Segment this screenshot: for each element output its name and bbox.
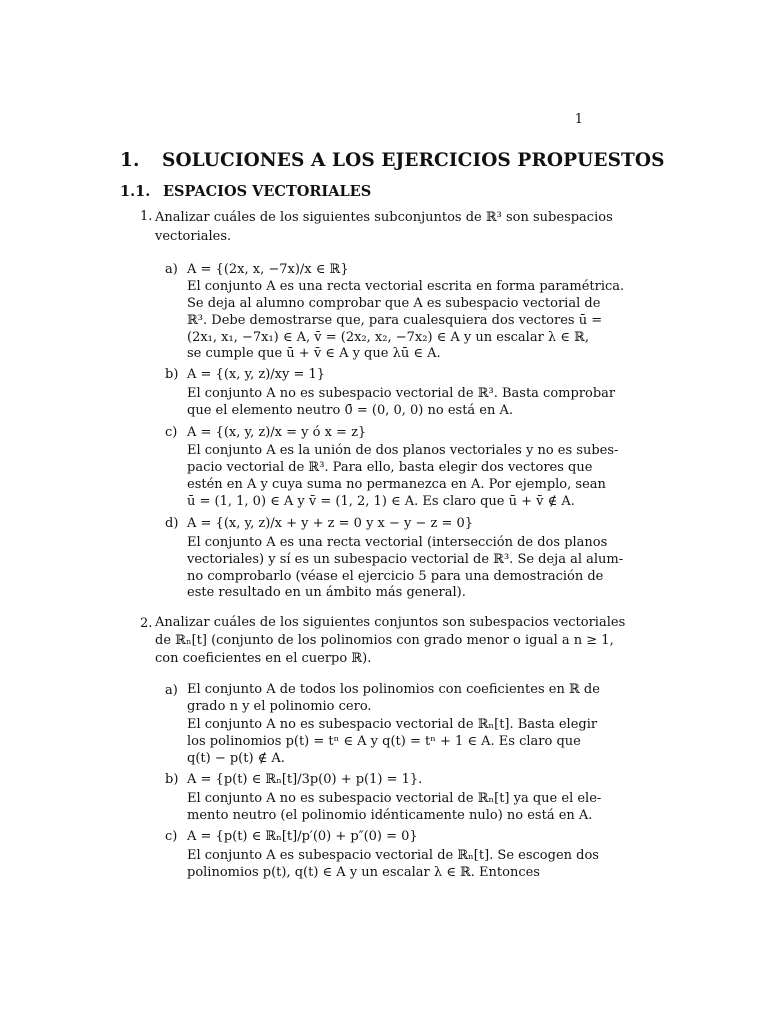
item-2a-line: grado n y el polinomio cero. xyxy=(187,699,372,714)
subsection-title: ESPACIOS VECTORIALES xyxy=(163,183,372,200)
section-number: 1. xyxy=(120,150,140,171)
item-1a-line: se cumple que ū + v̄ ∈ A y que λū ∈ A. xyxy=(187,346,441,361)
item-2a-line: El conjunto A de todos los polinomios con coeficientes en ℝ de xyxy=(187,682,600,697)
item-2a-line: los polinomios p(t) = tⁿ ∈ A y q(t) = tⁿ + 1 ∈ A. Es claro que xyxy=(187,734,581,749)
exercise-1-line: vectoriales. xyxy=(155,229,232,244)
item-1c-label: c) xyxy=(165,425,178,440)
item-1c-line: pacio vectorial de ℝ³. Para ello, basta elegir dos vectores que xyxy=(187,460,593,475)
item-2a-label: a) xyxy=(165,683,178,698)
item-2a-line: q(t) − p(t) ∉ A. xyxy=(187,751,285,766)
item-1c-line: El conjunto A es la unión de dos planos vectoriales y no es subes- xyxy=(187,443,619,458)
item-1d-line: este resultado en un ámbito más general). xyxy=(187,585,466,600)
item-2c-line: A = {p(t) ∈ ℝₙ[t]/p′(0) + p″(0) = 0} xyxy=(187,829,418,844)
item-1d-label: d) xyxy=(165,516,179,531)
subsection-number: 1.1. xyxy=(120,183,151,200)
item-1a-line: A = {(2x, x, −7x)/x ∈ ℝ} xyxy=(187,262,349,277)
item-2c-line: polinomios p(t), q(t) ∈ A y un escalar λ ∈ ℝ. Entonces xyxy=(187,865,540,880)
item-1b-label: b) xyxy=(165,367,179,382)
item-1b-line: El conjunto A no es subespacio vectorial de ℝ³. Basta comprobar xyxy=(187,386,616,401)
subsection-heading xyxy=(120,183,371,200)
exercise-1-number: 1. xyxy=(140,209,153,224)
item-2b-line: A = {p(t) ∈ ℝₙ[t]/3p(0) + p(1) = 1}. xyxy=(187,772,423,787)
exercise-2-line: de ℝₙ[t] (conjunto de los polinomios con grado menor o igual a n ≥ 1, xyxy=(155,633,614,648)
exercise-2-number: 2. xyxy=(140,616,153,631)
exercise-2-line: Analizar cuáles de los siguientes conjuntos son subespacios vectoriales xyxy=(155,615,626,630)
item-1a-line: Se deja al alumno comprobar que A es subespacio vectorial de xyxy=(187,296,601,311)
item-2b-label: b) xyxy=(165,772,179,787)
item-2b-line: mento neutro (el polinomio idénticamente nulo) no está en A. xyxy=(187,808,593,823)
section-title: SOLUCIONES A LOS EJERCICIOS PROPUESTOS xyxy=(162,150,665,171)
item-1d-line: no comprobarlo (véase el ejercicio 5 para una demostración de xyxy=(187,569,604,584)
item-1a-line: El conjunto A es una recta vectorial escrita en forma paramétrica. xyxy=(187,279,625,294)
item-2a-line: El conjunto A no es subespacio vectorial de ℝₙ[t]. Basta elegir xyxy=(187,717,598,732)
section-heading xyxy=(120,150,665,171)
item-1c-line: estén en A y cuya suma no permanezca en A. Por ejemplo, sean xyxy=(187,477,606,492)
item-1c-line: A = {(x, y, z)/x = y ó x = z} xyxy=(187,425,367,440)
item-2b-line: El conjunto A no es subespacio vectorial de ℝₙ[t] ya que el ele- xyxy=(187,791,602,806)
item-1c-line: ū = (1, 1, 0) ∈ A y v̄ = (1, 2, 1) ∈ A. Es claro que ū + v̄ ∉ A. xyxy=(187,494,575,509)
item-2c-label: c) xyxy=(165,829,178,844)
item-2c-line: El conjunto A es subespacio vectorial de ℝₙ[t]. Se escogen dos xyxy=(187,848,599,863)
item-1d-line: A = {(x, y, z)/x + y + z = 0 y x − y − z = 0} xyxy=(187,516,474,531)
item-1a-line: ℝ³. Debe demostrarse que, para cualesquiera dos vectores ū = xyxy=(187,313,603,328)
item-1a-label: a) xyxy=(165,262,178,277)
item-1d-line: El conjunto A es una recta vectorial (intersección de dos planos xyxy=(187,535,608,550)
page-number: 1 xyxy=(574,112,583,127)
item-1d-line: vectoriales) y sí es un subespacio vectorial de ℝ³. Se deja al alum- xyxy=(187,552,624,567)
exercise-1-line: Analizar cuáles de los siguientes subconjuntos de ℝ³ son subespacios xyxy=(155,210,613,225)
exercise-2-line: con coeficientes en el cuerpo ℝ). xyxy=(155,651,372,666)
item-1a-line: (2x₁, x₁, −7x₁) ∈ A, v̄ = (2x₂, x₂, −7x₂) ∈ A y un escalar λ ∈ ℝ, xyxy=(187,330,589,345)
item-1b-line: que el elemento neutro 0̄ = (0, 0, 0) no está en A. xyxy=(187,403,514,418)
item-1b-line: A = {(x, y, z)/xy = 1} xyxy=(187,367,326,382)
